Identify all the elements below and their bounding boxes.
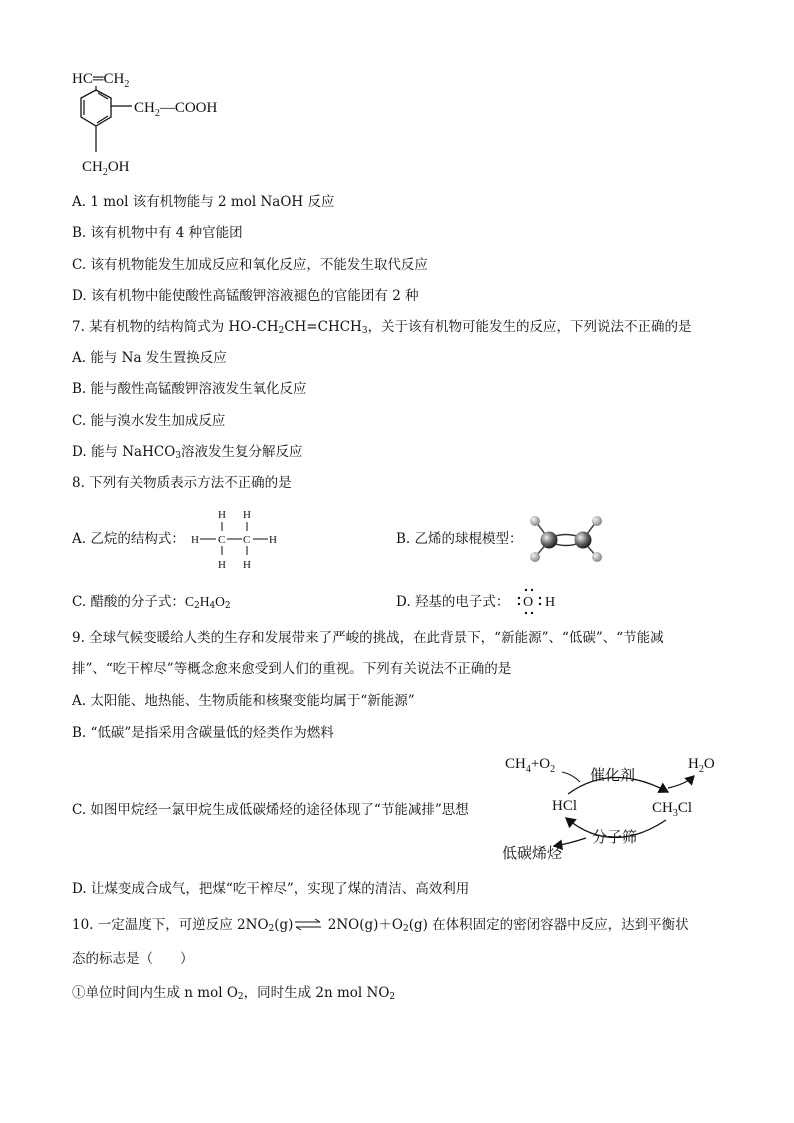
svg-text:H: H: [545, 595, 556, 610]
svg-text:H2O: $H_2O$: [688, 756, 715, 775]
q6-option-a: A. 1 mol 该有机物能与 2 mol NaOH 反应: [72, 194, 335, 210]
svg-text:H: H: [243, 559, 251, 571]
ethylene-svg: [524, 513, 608, 565]
svg-text:CH4+O2: $CH_4+O_2$: [505, 756, 556, 775]
q10-stem-line2: 态的标志是（ ）: [72, 951, 194, 967]
svg-text:H: H: [269, 534, 277, 546]
q10-stem-line1: 10. 一定温度下，可逆反应 $2NO_2(g)$ $2NO(g)+O_2(g)$ 在体积固定的密闭容器中反应，达到平衡状: [72, 917, 689, 934]
svg-text:H: H: [218, 559, 226, 571]
hydrogen-atom: [530, 516, 540, 526]
svg-text:H: H: [191, 534, 199, 546]
svg-text:H: H: [218, 509, 226, 521]
methane-cycle-svg: [500, 748, 730, 868]
q8-option-d: D. 羟基的电子式：: [396, 594, 510, 610]
side-chain: $CH_2—COOH$: [134, 100, 218, 119]
svg-text:HCl: HCl: [552, 798, 578, 814]
hydroxyl-svg: [515, 584, 561, 616]
hydroxyl-electron-formula: [515, 584, 561, 620]
reversible-arrow-icon: [293, 917, 323, 931]
hydrogen-atom: [530, 552, 540, 562]
q8-option-a: A. 乙烷的结构式：: [72, 531, 185, 547]
q8-option-b: B. 乙烯的球棍模型：: [396, 531, 523, 547]
svg-text:C: C: [243, 534, 251, 546]
hydrogen-atom: [592, 552, 602, 562]
ethane-structural-formula: [187, 505, 287, 575]
q6-option-b: B. 该有机物中有 4 种官能团: [72, 225, 243, 241]
q9-stem-line1: 9. 全球气候变暖给人类的生存和发展带来了严峻的挑战，在此背景下，“新能源”、“低碳”、“节能减: [72, 630, 664, 646]
svg-text:催化剂: 催化剂: [590, 766, 636, 784]
svg-text:CH3Cl: $CH_3Cl$: [652, 800, 693, 819]
hydroxymethyl-group: $CH_2OH$: [82, 159, 130, 178]
q9-option-a: A. 太阳能、地热能、生物质能和核聚变能均属于“新能源”: [72, 693, 415, 709]
q6-structure-diagram: [66, 62, 256, 184]
vinyl-group: $HC═CH_2$: [72, 71, 130, 90]
ethane-svg: [187, 505, 287, 571]
q6-structure-svg: [66, 62, 256, 184]
q7-option-b: B. 能与酸性高锰酸钾溶液发生氧化反应: [72, 381, 307, 397]
svg-text:分子筛: 分子筛: [592, 828, 638, 846]
svg-text:低碳烯烃: 低碳烯烃: [502, 844, 563, 862]
svg-text:O: O: [523, 595, 534, 610]
q9-option-b: B. “低碳”是指采用含碳量低的烃类作为燃料: [72, 725, 334, 741]
q9-option-d: D. 让煤变成合成气，把煤“吃干榨尽”，实现了煤的清洁、高效利用: [72, 881, 470, 897]
q7-stem: 7. 某有机物的结构简式为 $HO-CH_2CH=CHCH_3$，关于该有机物可能发生的反应，下列说法不正确的是: [72, 319, 692, 336]
q9-stem-line2: 排”、“吃干榨尽”等概念愈来愈受到人们的重视。下列有关说法不正确的是: [72, 661, 512, 677]
svg-text:H: H: [243, 509, 251, 521]
q6-option-d: D. 该有机物中能使酸性高锰酸钾溶液褪色的官能团有 2 种: [72, 288, 419, 304]
ethylene-ball-stick-model: [524, 513, 608, 569]
carbon-atom: [541, 532, 558, 549]
q7-option-a: A. 能与 Na 发生置换反应: [72, 350, 227, 366]
q7-option-d: D. 能与 NaHCO$_3$溶液发生复分解反应: [72, 444, 303, 461]
hydrogen-atom: [592, 516, 602, 526]
svg-text:C: C: [218, 534, 226, 546]
q8-option-c: C. 醋酸的分子式：$C_2H_4O_2$: [72, 594, 231, 611]
carbon-atom: [575, 532, 592, 549]
methane-conversion-diagram: [500, 748, 730, 872]
q6-option-c: C. 该有机物能发生加成反应和氧化反应，不能发生取代反应: [72, 257, 428, 273]
q8-stem: 8. 下列有关物质表示方法不正确的是: [72, 475, 292, 491]
q10-item1: ①单位时间内生成 n mol $O_2$，同时生成 2n mol $NO_2$: [72, 985, 396, 1002]
benzene-ring: [81, 90, 111, 126]
q9-option-c: C. 如图甲烷经一氯甲烷生成低碳烯烃的途径体现了“节能减排”思想: [72, 802, 469, 818]
q7-option-c: C. 能与溴水发生加成反应: [72, 413, 226, 429]
